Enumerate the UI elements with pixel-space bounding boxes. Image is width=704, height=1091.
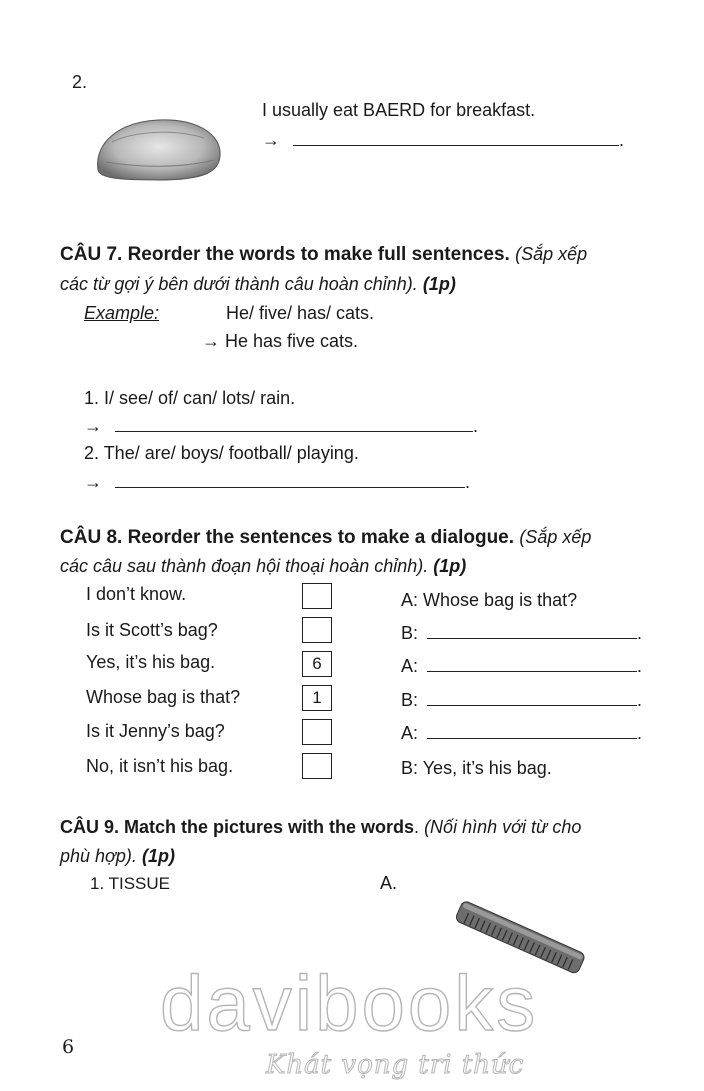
question-7-title: CÂU 7. Reorder the words to make full sentences.	[60, 244, 510, 265]
dialogue-line-5: A: .	[401, 723, 643, 743]
question-7-points: (1p)	[422, 274, 456, 294]
watermark-tagline: Khát vọng tri thức	[266, 1050, 525, 1080]
dialogue-blank[interactable]	[427, 638, 637, 639]
bread-image	[92, 112, 224, 184]
question-9-title-vi-part1: (Nối hình với từ cho	[424, 817, 582, 837]
watermark-brand: davibooks	[160, 959, 539, 1047]
dialogue-line-2: B: .	[401, 623, 643, 643]
order-box-6[interactable]	[302, 753, 332, 779]
answer-blank[interactable]	[115, 487, 465, 488]
dialogue-line-3: A: .	[401, 656, 643, 676]
dialogue-line-1	[401, 590, 577, 611]
q9-item-1: 1. TISSUE	[90, 874, 170, 893]
item-number: 2.	[72, 72, 88, 92]
question-8-title-vi: các câu sau thành đoạn hội thoại hoàn chỉnh).	[60, 556, 429, 576]
dialogue-blank[interactable]	[427, 705, 637, 706]
question-8-title: CÂU 8. Reorder the sentences to make a dialogue.	[60, 527, 515, 548]
speaker-label: B:	[401, 623, 419, 643]
answer-line-row: → .	[262, 130, 625, 150]
sentence-3: Yes, it’s his bag.	[86, 652, 216, 672]
sentence-2: Is it Scott’s bag?	[86, 620, 218, 640]
question-8-title-vi-part1: (Sắp xếp	[519, 527, 592, 547]
example-words: He/ five/ has/ cats.	[226, 303, 375, 323]
speaker-label: B:	[401, 690, 419, 710]
speaker-label: B:	[401, 758, 419, 778]
dialogue-blank[interactable]	[427, 738, 637, 739]
question-9-title-vi: phù hợp).	[60, 846, 137, 866]
arrow-icon: →	[84, 472, 102, 492]
q7-item-1: 1. I/ see/ of/ can/ lots/ rain.	[84, 388, 296, 408]
question-9-heading: CÂU 9. Match the pictures with the words. (Nối hình với từ cho	[60, 817, 582, 837]
speaker-label: A:	[401, 723, 419, 743]
question-7-subtitle	[60, 274, 456, 295]
example-label: Example:	[84, 303, 160, 323]
q7-answer-row-1: → .	[84, 416, 479, 436]
question-8-subtitle	[60, 556, 466, 577]
question-9-subtitle	[60, 846, 175, 867]
order-box-4[interactable]: 1	[302, 685, 332, 711]
arrow-icon: →	[84, 416, 102, 436]
question-9-points: (1p)	[141, 846, 175, 866]
question-7-title-vi: các từ gợi ý bên dưới thành câu hoàn chỉnh).	[60, 274, 418, 294]
question-8-points: (1p)	[433, 556, 467, 576]
sentence-6: No, it isn’t his bag.	[86, 756, 234, 776]
dialogue-blank[interactable]	[427, 671, 637, 672]
speaker-label: A:	[401, 590, 419, 610]
speaker-label: A:	[401, 656, 419, 676]
example-answer: → He has five cats.	[202, 331, 359, 351]
arrow-icon: →	[262, 130, 280, 150]
item-sentence: I usually eat BAERD for breakfast.	[262, 100, 536, 120]
dialogue-line-4: B: .	[401, 690, 643, 710]
page-number: 6	[62, 1036, 75, 1058]
sentence-5: Is it Jenny’s bag?	[86, 721, 225, 741]
order-box-3[interactable]: 6	[302, 651, 332, 677]
order-box-5[interactable]	[302, 719, 332, 745]
question-7-heading	[60, 244, 587, 266]
question-8-heading	[60, 527, 591, 549]
q9-option-a: A.	[380, 873, 398, 893]
question-9-title: CÂU 9. Match the pictures with the words	[60, 817, 415, 837]
sentence-4: Whose bag is that?	[86, 687, 241, 707]
q7-item-2: 2. The/ are/ boys/ football/ playing.	[84, 443, 359, 463]
dialogue-text: Yes, it’s his bag.	[422, 758, 552, 778]
sentence-1: I don’t know.	[86, 584, 187, 604]
question-7-title-vi-part1: (Sắp xếp	[515, 244, 588, 264]
q7-answer-row-2: → .	[84, 472, 471, 492]
order-box-1[interactable]	[302, 583, 332, 609]
dialogue-text: Whose bag is that?	[423, 590, 578, 610]
order-box-2[interactable]	[302, 617, 332, 643]
answer-blank[interactable]	[115, 431, 473, 432]
dialogue-line-6	[401, 758, 552, 779]
answer-blank[interactable]	[293, 145, 619, 146]
